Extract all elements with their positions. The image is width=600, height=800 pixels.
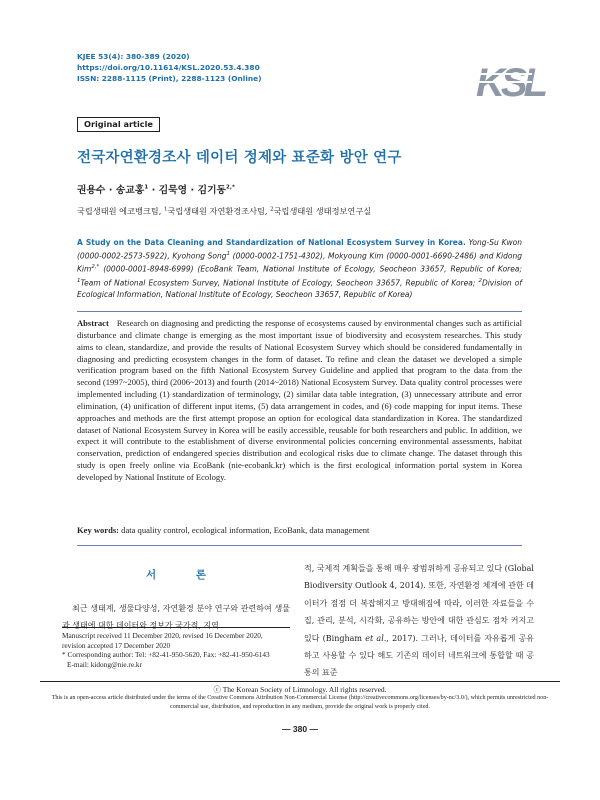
eng-authors-2: (0000-0002-1751-4302), Mokyoung Kim (0000-0001-6690-2486) and Kidong Kim [77, 251, 522, 274]
abstract-text: Research on diagnosing and predicting the response of ecosystems caused by environmental changes such as artificial disturbance and climate change is emerging as the most important issue of biodiversity and ecosystem researches. This study aims to clean, standardize, and provide the results of National Ecosystem Survey which should be considered fundamentally in diagnosing and predicting ecosystem changes in the form of dataset. To refine and clean the dataset we developed a simple verification program based on the fifth National Ecosystem Survey Guideline and applied that program to the data from the second (1997~2005), third (2006~2013) and fourth (2014~2018) National Ecosystem Survey. Data quality control processes were implemented including (1) standardization of terminology, (2) similar data table integration, (3) unnecessary attribute and error elimination, (4) unification of different input items, (5) data arrangement in codes, and (6) code mapping for input items. These approaches and methods are the first attempt propose an option for ecological data standardization in Korea. The standardized dataset of National Ecosystem Survey in Korea will be easily accessible, reusable for both researchers and public. In addition, we expect it will contribute to the establishment of diverse environmental policies concerning environmental assessments, habitat conservation, prediction of endangered species distribution and ecological risks due to climate change. The dataset through this study is open freely online via EcoBank (nie-ecobank.kr) which is the first ecological information portal system in Korea developed by National Institute of Ecology. [77, 318, 522, 482]
korean-affiliation [77, 206, 371, 217]
issn: ISSN: 2288-1115 (Print), 2288-1123 (Online) [77, 73, 262, 83]
license-text: This is an open-access article distributed under the terms of the Creative Commons Attribution Non-Commercial License (http://creativecommons.org/licenses/by-nc/3.0/), which permits unrestricted non-commercial use, distribution, and reproduction in any medium, provide the original work is properly cited. [51, 695, 549, 710]
english-title: A Study on the Data Cleaning and Standardization of National Ecosystem Survey in Korea. [77, 238, 466, 247]
affil-part-2: 국립생태원 자연환경조사팀, [167, 206, 271, 216]
korean-authors [77, 182, 235, 196]
eng-sup-2: 2,* [91, 264, 100, 271]
abstract-top-rule [77, 311, 522, 312]
manuscript-line-1: Manuscript received 11 December 2020, revised 16 December 2020, [62, 631, 263, 640]
author-names-1: 권용수 · 송교홍 [77, 185, 145, 196]
abstract-label: Abstract [77, 318, 109, 328]
affil-part-3: 국립생태원 생태정보연구실 [273, 206, 372, 216]
affil-part-1: 국립생태원 에코뱅크팀, [77, 206, 164, 216]
eng-sup-4: 2 [478, 277, 482, 284]
eng-authors-3: (0000-0001-8948-6999) (EcoBank Team, National Institute of Ecology, Seocheon 33657, Republic of Korea; [99, 264, 522, 274]
intro-left-column [62, 567, 290, 635]
logo-text: KSL [476, 61, 544, 105]
eng-sup-3: 1 [77, 277, 81, 284]
keywords [77, 525, 369, 535]
keywords-text: data quality control, ecological information, EcoBank, data management [119, 525, 370, 535]
corresponding-author: * Corresponding author: Tel: +82-41-950-5620, Fax: +82-41-950-6143 [62, 650, 270, 660]
journal-citation: KJEE 53(4): 380-389 (2020) [77, 52, 190, 61]
affil-sup-1: 1 [163, 206, 168, 213]
page-number: — 380 — [282, 724, 318, 734]
manuscript-info [62, 631, 290, 669]
intro-right-text-1: 적, 국제적 계획들을 통해 매우 광범위하게 공유되고 있다 (Global Biodiversity Outlook 4, 2014). 또한, 자연환경 체계에 관한 데이터가 점점 더 복잡해지고 방대해짐에 따라, 이러한 자료들을 수집, 관리, 분석, 시각화, 공유하는 방안에 대한 관심도 점차 커지고 있다 (Bingham [304, 564, 534, 643]
author-email[interactable]: E-mail: kidong@nie.re.kr [67, 659, 143, 669]
intro-left-text: 최근 생태계, 생물다양성, 자연환경 분야 연구와 관련하여 생물과 생태에 대한 데이터와 정보가 국가적, 지역 [62, 604, 290, 631]
intro-right-column [304, 560, 534, 682]
journal-info [77, 52, 262, 84]
abstract-bottom-rule [77, 545, 522, 546]
ksl-logo-icon [474, 52, 544, 105]
english-title-block [77, 237, 522, 301]
intro-right-italic: et al. [365, 633, 387, 643]
author-sup-1: 1 [144, 184, 149, 191]
eng-authors-1: Yong-Su Kwon (0000-0002-2573-5922), Kyohong Song [77, 238, 522, 261]
article-type-badge: Original article [77, 117, 160, 132]
eng-sup-1: 1 [226, 250, 230, 257]
intro-right-text-2: , 2017). 그러나, 데이터를 자유롭게 공유하고 사용할 수 있다 해도 기존의 데이터 네트워크에 통합할 때 공통의 표준 [304, 633, 534, 678]
intro-heading: 서 론 [146, 569, 224, 581]
manuscript-line-2: revision accepted 17 December 2020 [62, 640, 171, 650]
doi-link[interactable]: https://doi.org/10.11614/KSL.2020.53.4.380 [77, 62, 260, 72]
eng-affil-1: Team of National Ecosystem Survey, National Institute of Ecology, Seocheon 33657, Republic of Korea; [80, 278, 479, 288]
manuscript-rule [62, 627, 290, 628]
affil-sup-2: 2 [270, 206, 274, 213]
copyright: ⓒ The Korean Society of Limnology. All rights reserved. [213, 685, 387, 694]
author-sup-2: 2,* [226, 184, 235, 191]
article-title: 전국자연환경조사 데이터 정제와 표준화 방안 연구 [77, 150, 402, 166]
eng-affil-2: Division of Ecological Information, National Institute of Ecology, Seocheon 33657, Republic of Korea) [77, 278, 522, 300]
keywords-label: Key words: [77, 525, 120, 535]
footer-rule [40, 681, 560, 682]
author-names-2: · 김묵영 · 김기동 [148, 185, 227, 196]
abstract [77, 318, 522, 484]
